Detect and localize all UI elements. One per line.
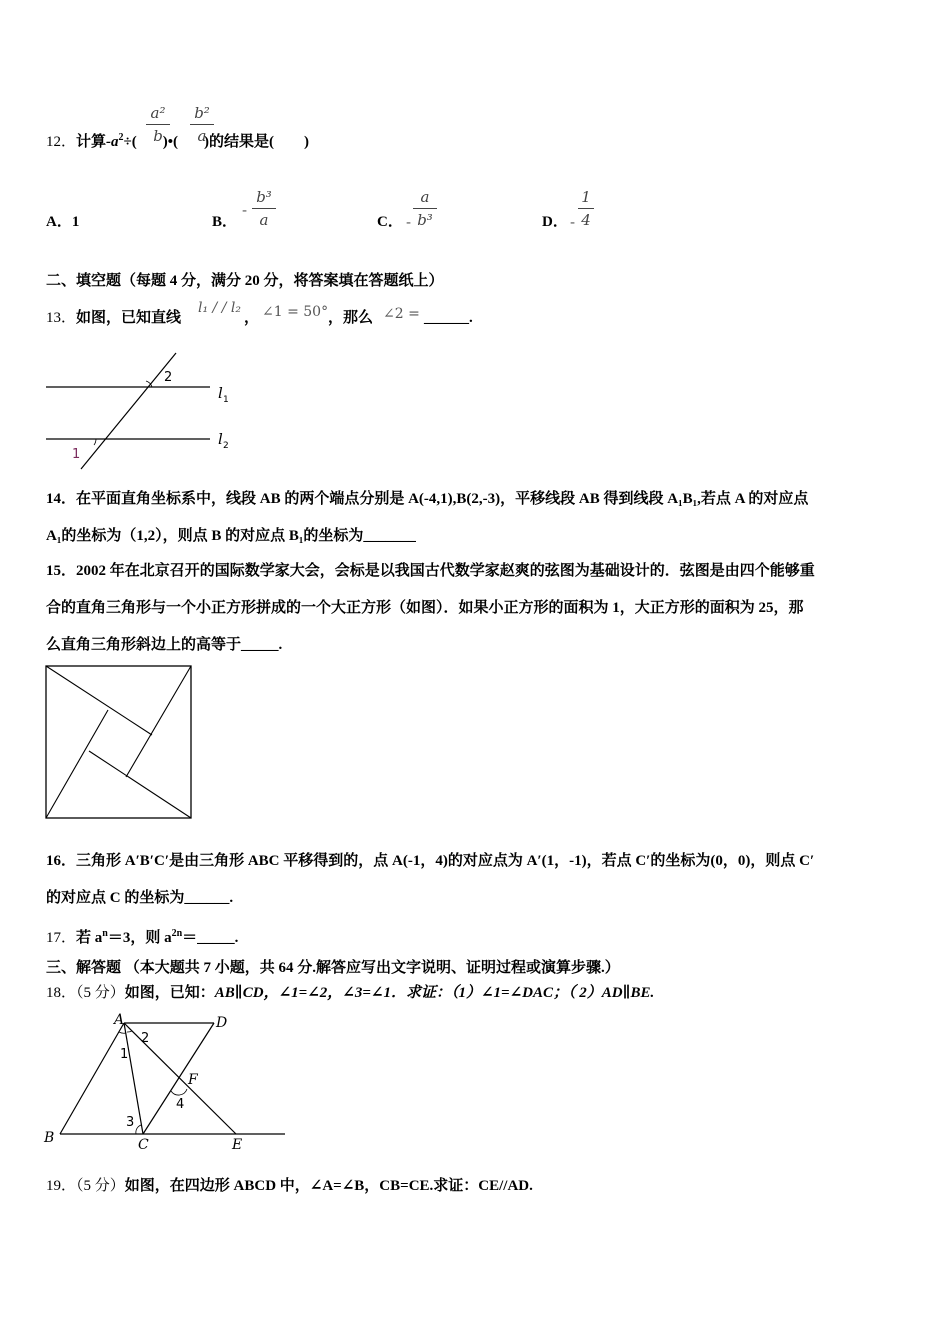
q12-option-a: A．1 (46, 214, 80, 230)
q12-fraction-2 (190, 104, 214, 145)
q18-line (46, 983, 654, 1003)
angle-3-arc (136, 1125, 141, 1134)
point-e-label: E (232, 1137, 243, 1153)
q13-number: 13． (46, 310, 77, 326)
q12-end: )的结果是( ) (204, 134, 310, 150)
q17-text-b: ＝3，则 a (107, 930, 172, 946)
triangle-edge-2 (126, 666, 191, 777)
point-b-label: B (44, 1130, 55, 1146)
q12-option-d-den: 4 (581, 211, 591, 229)
q12-frac2-den: a (197, 127, 207, 145)
q13-blank: ______. (424, 310, 473, 326)
transversal-line (81, 353, 176, 469)
q12-div: ÷( (123, 134, 137, 150)
angle-4-label: 4 (176, 1097, 185, 1112)
q18-condition: AB∥CD，∠1=∠2，∠3=∠1．求证：（1）∠1=∠DAC；（ 2）AD∥BE. (214, 985, 655, 1001)
q13-expr3: ∠2 = (383, 306, 420, 322)
q12-option-c-minus: - (406, 213, 412, 231)
angle-2-label: 2 (141, 1031, 150, 1046)
q13-text-a: 如图，已知直线 (76, 310, 182, 326)
q13-line (46, 308, 181, 328)
q18-figure (40, 1010, 290, 1154)
q17-sup-2: 2n (171, 928, 183, 939)
q12-option-d-minus: - (570, 213, 576, 231)
q12-expr: -a (106, 134, 119, 150)
q12-option-b-label: B． (212, 214, 238, 230)
q19-number: 19． (46, 1178, 77, 1194)
outer-square (46, 666, 191, 818)
q12-option-c-den: b³ (417, 211, 433, 229)
angle-4-arc (171, 1089, 187, 1095)
q16-line-1: 16．三角形 A′B′C′是由三角形 ABC 平移得到的，点 A(-1，4)的对应点为 A′(1，-1)，若点 C′的坐标为(0，0)，则点 C′ (46, 853, 815, 869)
l1-label: l (218, 384, 223, 402)
angle-1-arc (94, 439, 96, 445)
q12-option-c-label: C． (377, 214, 403, 230)
q15-line-2: 合的直角三角形与一个小正方形拼成的一个大正方形（如图）．如果小正方形的面积为 1，大正方形的面积为 25，那 (46, 600, 804, 616)
q12-option-b-fraction (252, 188, 276, 229)
q14-line-1: 14．在平面直角坐标系中，线段 AB 的两个端点分别是 A(-4,1),B(2,-3)，平移线段 AB 得到线段 A₁B₁,若点 A 的对应点 (46, 491, 809, 507)
l2-subscript: 2 (223, 441, 229, 451)
angle-2-label: 2 (164, 370, 173, 385)
triangle-edge-3 (89, 751, 191, 818)
q17-text-c: ＝_____. (182, 930, 239, 946)
q18-text: 如图，已知： (124, 985, 215, 1001)
q15-line-3: 么直角三角形斜边上的高等于_____. (46, 637, 283, 653)
q12-frac1-num: a² (150, 104, 166, 122)
l1-subscript: 1 (223, 395, 229, 405)
q18-score: （5 分） (76, 985, 125, 1001)
q12-frac2-num: b² (194, 104, 210, 122)
q18-number: 18． (46, 985, 77, 1001)
q15-line-1: 15．2002 年在北京召开的国际数学家大会，会标是以我国古代数学家赵爽的弦图为基础设计的．弦图是由四个能够重 (46, 563, 815, 579)
q13-expr1: l₁ / / l₂ (198, 300, 241, 316)
q12-option-c-fraction (413, 188, 437, 229)
q17-sup-1: n (102, 928, 108, 939)
q12-line (46, 128, 309, 152)
q13-text-b: ，那么 (328, 310, 374, 326)
q13-expr2: ∠1 = 50° (262, 304, 329, 320)
q12-frac1-den: b (153, 127, 163, 145)
l2-label: l (218, 430, 223, 448)
section2-title: 二、填空题（每题 4 分，满分 20 分，将答案填在答题纸上） (46, 273, 444, 289)
point-f-label: F (188, 1072, 198, 1088)
point-a-label: A (114, 1012, 125, 1028)
section3-title: 三、解答题 （本大题共 7 小题，共 64 分.解答应写出文字说明、证明过程或演算步骤.） (46, 960, 620, 976)
q17-line (46, 924, 238, 948)
q19-text: 如图，在四边形 ABCD 中，∠A=∠B，CB=CE.求证：CE//AD. (124, 1178, 533, 1194)
q12-fraction-1 (146, 104, 170, 145)
point-c-label: C (138, 1137, 149, 1153)
q12-option-b-minus: - (242, 201, 248, 219)
segment-ab (60, 1023, 124, 1134)
angle-3-label: 3 (126, 1115, 135, 1130)
q13-sep: ， (244, 310, 260, 326)
q13-figure (40, 350, 240, 472)
q16-line-2: 的对应点 C 的坐标为______. (46, 890, 234, 906)
segment-cd (143, 1023, 214, 1134)
angle-1-arc (119, 1032, 126, 1033)
q17-number: 17． (46, 930, 77, 946)
q19-line (46, 1176, 533, 1196)
triangle-edge-4 (46, 710, 108, 818)
q12-mid: )•( (162, 134, 179, 150)
q17-text-a: 若 a (76, 930, 103, 946)
point-d-label: D (216, 1015, 228, 1031)
q12-option-b-num: b³ (256, 188, 272, 206)
angle-1-label: 1 (120, 1047, 129, 1062)
q12-option-c-num: a (420, 188, 430, 206)
q12-option-d-fraction (578, 188, 594, 229)
angle-1-label: 1 (72, 447, 81, 462)
q12-exp: 2 (118, 132, 124, 143)
q14-line-2: A₁的坐标为（1,2），则点 B 的对应点 B₁的坐标为_______ (46, 528, 416, 544)
q12-option-d-label: D． (542, 214, 568, 230)
q12-option-d-num: 1 (581, 188, 591, 206)
angle-2-arc (127, 1031, 132, 1032)
q12-number: 12． (46, 134, 77, 150)
q15-chord-figure (44, 664, 194, 820)
q12-option-b-den: a (259, 211, 269, 229)
q19-score: （5 分） (76, 1178, 125, 1194)
q12-text-a: 计算 (76, 134, 107, 150)
